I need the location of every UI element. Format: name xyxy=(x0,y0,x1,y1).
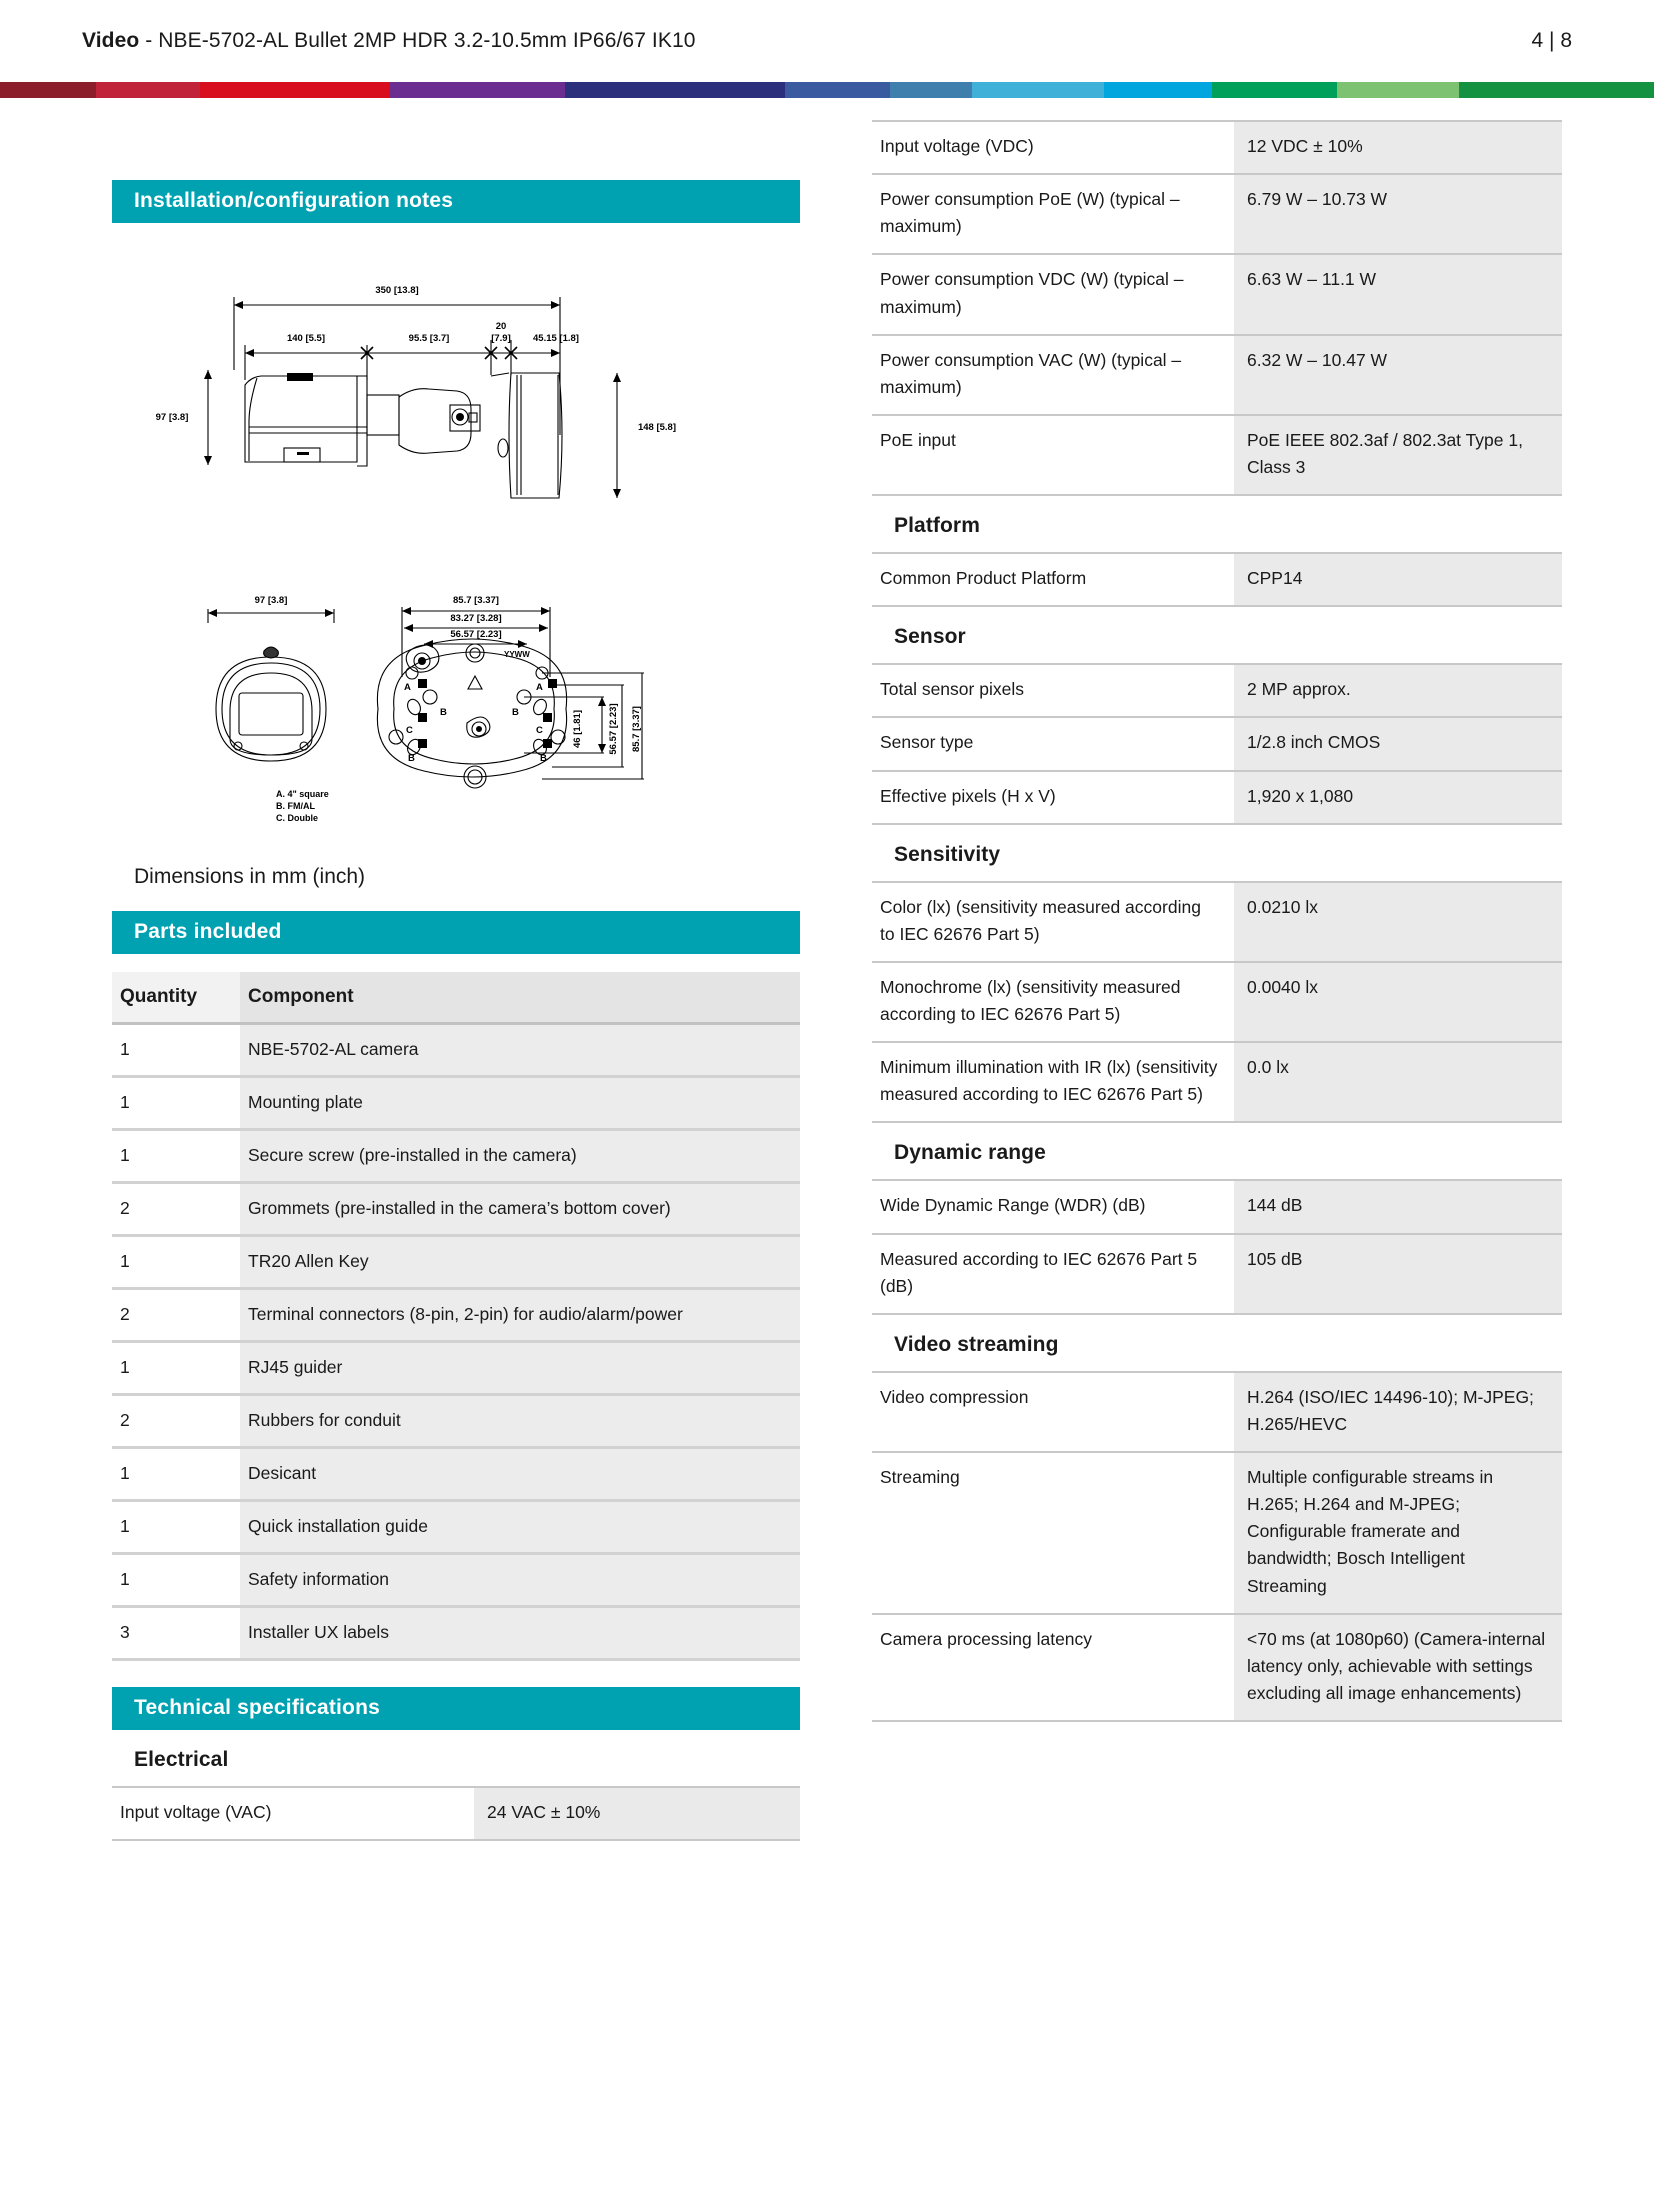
table-row xyxy=(872,962,1562,1042)
dim-plate-3: 56.57 [2.23] xyxy=(450,629,502,640)
spec-value: 6.63 W – 11.1 W xyxy=(1234,254,1562,334)
table-row xyxy=(112,1289,800,1342)
table-row xyxy=(872,415,1562,495)
table-row xyxy=(872,1234,1562,1314)
dim-body: 140 [5.5] xyxy=(286,333,326,344)
part-component: RJ45 guider xyxy=(240,1342,800,1395)
table-row xyxy=(872,1372,1562,1452)
part-component: Secure screw (pre-installed in the camera) xyxy=(240,1130,800,1183)
legend-line-1: A. 4" square xyxy=(276,789,329,799)
part-component: Mounting plate xyxy=(240,1077,800,1130)
spec-label: Color (lx) (sensitivity measured according to IEC 62676 Part 5) xyxy=(872,882,1234,962)
spec-value: 6.79 W – 10.73 W xyxy=(1234,174,1562,254)
legend-line-3: C. Double xyxy=(276,813,318,823)
spec-value: H.264 (ISO/IEC 14496-10); M-JPEG; H.265/HEVC xyxy=(1234,1372,1562,1452)
mounting-plate-drawing xyxy=(112,581,800,851)
electrical-heading: Electrical xyxy=(134,1748,229,1771)
page-header xyxy=(0,0,1654,82)
part-quantity: 1 xyxy=(112,1501,240,1554)
table-row xyxy=(872,335,1562,415)
dim-plate-2: 83.27 [3.28] xyxy=(450,613,502,624)
page-title xyxy=(82,29,696,53)
part-quantity: 1 xyxy=(112,1554,240,1607)
page-title-product: - NBE-5702-AL Bullet 2MP HDR 3.2-10.5mm IP66/67 IK10 xyxy=(139,29,696,52)
spec-value: 12 VDC ± 10% xyxy=(1234,121,1562,174)
dynamic-range-table xyxy=(872,1179,1562,1314)
color-bar-segment-red xyxy=(200,82,390,98)
part-quantity: 3 xyxy=(112,1607,240,1660)
table-row xyxy=(872,1452,1562,1614)
spec-value: 6.32 W – 10.47 W xyxy=(1234,335,1562,415)
dim-small: 20 xyxy=(495,321,507,332)
spec-value: 24 VAC ± 10% xyxy=(474,1787,800,1840)
spec-value: CPP14 xyxy=(1234,553,1562,606)
legend-line-2: B. FM/AL xyxy=(276,801,315,811)
spec-value: 1/2.8 inch CMOS xyxy=(1234,717,1562,770)
table-row xyxy=(872,1180,1562,1233)
installation-notes-banner: Installation/configuration notes xyxy=(112,180,800,223)
color-bar-segment-light-green xyxy=(1337,82,1459,98)
page-number: 4 | 8 xyxy=(1531,29,1572,52)
parts-included-table xyxy=(112,972,800,1661)
part-quantity: 2 xyxy=(112,1183,240,1236)
table-row xyxy=(872,254,1562,334)
part-component: Desicant xyxy=(240,1448,800,1501)
hole-label-a-right: A xyxy=(536,682,543,693)
part-component: Quick installation guide xyxy=(240,1501,800,1554)
table-row xyxy=(872,664,1562,717)
color-bar-segment-indigo xyxy=(565,82,785,98)
spec-value: 2 MP approx. xyxy=(1234,664,1562,717)
dim-arm: 95.5 [3.7] xyxy=(408,333,450,344)
table-row xyxy=(112,1395,800,1448)
dim-height-left: 97 [3.8] xyxy=(155,412,189,423)
right-column xyxy=(872,120,1562,1722)
sensitivity-heading: Sensitivity xyxy=(894,842,1001,866)
dimensions-caption: Dimensions in mm (inch) xyxy=(134,865,366,888)
spec-label: Effective pixels (H x V) xyxy=(872,771,1234,824)
table-row xyxy=(872,1042,1562,1122)
table-row xyxy=(112,1236,800,1289)
spec-label: Measured according to IEC 62676 Part 5 (dB) xyxy=(872,1234,1234,1314)
table-row xyxy=(112,1448,800,1501)
color-bar-segment-dark-green xyxy=(1459,82,1654,98)
hole-label-b-right: B xyxy=(512,707,519,718)
parts-included-banner: Parts included xyxy=(112,911,800,954)
spec-value: PoE IEEE 802.3af / 802.3at Type 1, Class 3 xyxy=(1234,415,1562,495)
spec-value: <70 ms (at 1080p60) (Camera-internal latency only, achievable with settings excluding all image enhancements) xyxy=(1234,1614,1562,1721)
dim-plate-1: 85.7 [3.37] xyxy=(453,595,499,606)
spec-label: Power consumption VAC (W) (typical – maximum) xyxy=(872,335,1234,415)
marker-yyww-label: YYWW xyxy=(504,650,530,659)
spec-value: 1,920 x 1,080 xyxy=(1234,771,1562,824)
column-header-component: Component xyxy=(240,972,800,1024)
part-quantity: 1 xyxy=(112,1024,240,1077)
dynamic-range-heading: Dynamic range xyxy=(894,1141,1046,1165)
color-bar-segment-cyan xyxy=(1104,82,1212,98)
spec-label: Power consumption VDC (W) (typical – maximum) xyxy=(872,254,1234,334)
color-bar-segment-steel-blue xyxy=(890,82,972,98)
spec-label: Streaming xyxy=(872,1452,1234,1614)
dim-bracket: 45.15 [1.8] xyxy=(533,333,579,344)
table-row xyxy=(112,1130,800,1183)
table-row xyxy=(872,121,1562,174)
part-quantity: 2 xyxy=(112,1395,240,1448)
color-bar-segment-green xyxy=(1212,82,1337,98)
column-header-quantity: Quantity xyxy=(112,972,240,1024)
spec-label: Sensor type xyxy=(872,717,1234,770)
color-bar-segment-dark-red xyxy=(0,82,96,98)
camera-side-view-drawing xyxy=(112,245,800,575)
table-row xyxy=(872,771,1562,824)
spec-value: 0.0 lx xyxy=(1234,1042,1562,1122)
table-row xyxy=(112,1183,800,1236)
spec-label: Camera processing latency xyxy=(872,1614,1234,1721)
dim-bottom-width: 97 [3.8] xyxy=(254,595,288,606)
dim-plate-v1: 46 [1.81] xyxy=(572,709,583,749)
hole-label-b-left2: B xyxy=(408,753,415,764)
spec-label: Input voltage (VAC) xyxy=(112,1787,474,1840)
part-component: Terminal connectors (8-pin, 2-pin) for audio/alarm/power xyxy=(240,1289,800,1342)
spec-label: Power consumption PoE (W) (typical – maximum) xyxy=(872,174,1234,254)
part-quantity: 1 xyxy=(112,1448,240,1501)
table-row xyxy=(872,717,1562,770)
hole-label-a-left: A xyxy=(404,682,411,693)
part-component: Rubbers for conduit xyxy=(240,1395,800,1448)
table-row xyxy=(112,1342,800,1395)
part-component: Grommets (pre-installed in the camera’s bottom cover) xyxy=(240,1183,800,1236)
spec-value: 0.0210 lx xyxy=(1234,882,1562,962)
sensitivity-table xyxy=(872,881,1562,1124)
part-component: NBE-5702-AL camera xyxy=(240,1024,800,1077)
table-row xyxy=(872,174,1562,254)
color-bar-segment-purple xyxy=(390,82,565,98)
sensor-table xyxy=(872,663,1562,824)
part-component: Installer UX labels xyxy=(240,1607,800,1660)
table-row xyxy=(112,1554,800,1607)
part-quantity: 1 xyxy=(112,1342,240,1395)
part-quantity: 1 xyxy=(112,1130,240,1183)
spec-value: Multiple configurable streams in H.265; H.264 and M-JPEG; Configurable framerate and bandwidth; Bosch Intelligent Streaming xyxy=(1234,1452,1562,1614)
hole-label-c-left: C xyxy=(406,725,413,736)
table-row xyxy=(872,553,1562,606)
dim-total: 350 [13.8] xyxy=(375,285,419,296)
table-row xyxy=(112,1501,800,1554)
dim-small-inch: [7.9] xyxy=(491,333,511,344)
video-streaming-table xyxy=(872,1371,1562,1722)
electrical-table-left xyxy=(112,1786,800,1841)
hole-label-b-left: B xyxy=(440,707,447,718)
spec-value: 0.0040 lx xyxy=(1234,962,1562,1042)
technical-drawings xyxy=(112,245,800,851)
part-quantity: 2 xyxy=(112,1289,240,1342)
spec-value: 144 dB xyxy=(1234,1180,1562,1233)
table-row xyxy=(112,1024,800,1077)
part-component: TR20 Allen Key xyxy=(240,1236,800,1289)
spec-label: Monochrome (lx) (sensitivity measured according to IEC 62676 Part 5) xyxy=(872,962,1234,1042)
brand-color-bar xyxy=(0,82,1654,98)
electrical-table-right xyxy=(872,120,1562,496)
part-quantity: 1 xyxy=(112,1077,240,1130)
table-row xyxy=(112,1077,800,1130)
hole-label-b-right2: B xyxy=(540,753,547,764)
dim-plate-v3: 85.7 [3.37] xyxy=(631,706,642,752)
table-header-row xyxy=(112,972,800,1024)
platform-table xyxy=(872,552,1562,607)
sensor-heading: Sensor xyxy=(894,625,966,649)
spec-label: Input voltage (VDC) xyxy=(872,121,1234,174)
part-quantity: 1 xyxy=(112,1236,240,1289)
part-component: Safety information xyxy=(240,1554,800,1607)
spec-value: 105 dB xyxy=(1234,1234,1562,1314)
technical-specifications-banner: Technical specifications xyxy=(112,1687,800,1730)
table-row xyxy=(112,1607,800,1660)
spec-label: Minimum illumination with IR (lx) (sensitivity measured according to IEC 62676 Part 5) xyxy=(872,1042,1234,1122)
color-bar-segment-sky-blue xyxy=(972,82,1104,98)
left-column xyxy=(112,180,800,1841)
color-bar-segment-crimson xyxy=(96,82,200,98)
dim-height-right: 148 [5.8] xyxy=(637,422,677,433)
table-row xyxy=(112,1787,800,1840)
spec-label: Total sensor pixels xyxy=(872,664,1234,717)
color-bar-segment-navy-blue xyxy=(785,82,890,98)
spec-label: PoE input xyxy=(872,415,1234,495)
hole-label-c-right: C xyxy=(536,725,543,736)
platform-heading: Platform xyxy=(894,514,980,538)
table-row xyxy=(872,882,1562,962)
dim-plate-v2: 56.57 [2.23] xyxy=(608,703,619,755)
spec-label: Wide Dynamic Range (WDR) (dB) xyxy=(872,1180,1234,1233)
video-streaming-heading: Video streaming xyxy=(894,1332,1059,1356)
table-row xyxy=(872,1614,1562,1721)
spec-label: Common Product Platform xyxy=(872,553,1234,606)
page-title-brand: Video xyxy=(82,29,140,52)
spec-label: Video compression xyxy=(872,1372,1234,1452)
